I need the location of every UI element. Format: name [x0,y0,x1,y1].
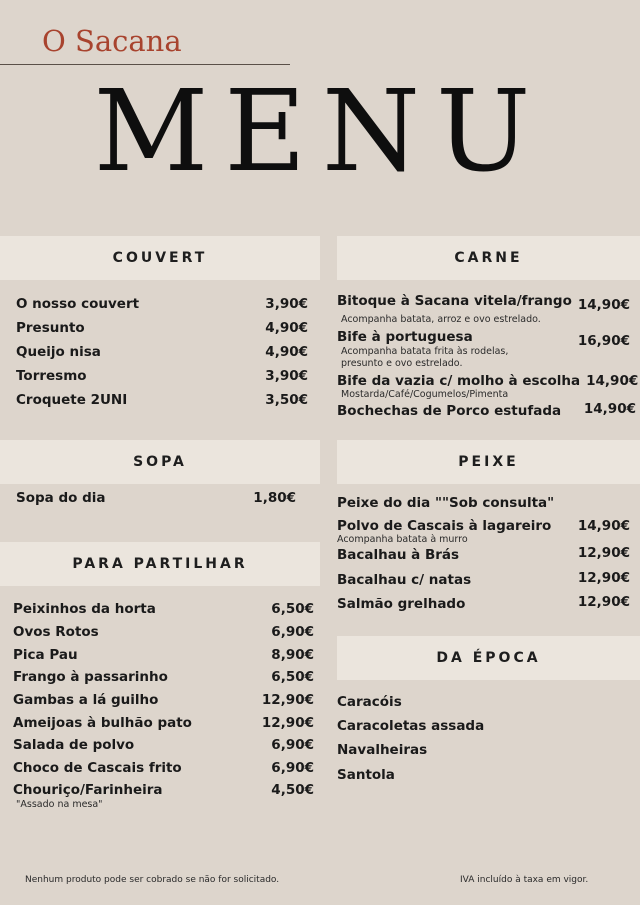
menu-item [13,647,314,663]
footer-vat-note: IVA incluído à taxa em vigor. [460,875,589,885]
section-header-couvert: COUVERT [0,236,320,280]
item-name: Santola [337,767,395,783]
item-name: Torresmo [16,368,87,384]
item-price: 16,90€ [577,333,630,349]
item-note: presunto e ovo estrelado. [341,358,463,369]
item-name: Peixe do dia ""Sob consulta" [337,495,555,511]
menu-item [16,344,308,360]
menu-item [337,373,639,389]
item-name: Presunto [16,320,85,336]
footer-disclaimer: Nenhum produto pode ser cobrado se não for solicitado. [25,875,280,885]
item-price: 12,90€ [577,594,630,610]
menu-item [337,767,630,783]
brand-divider [0,64,290,65]
item-name: Bochechas de Porco estufada [337,403,562,419]
item-price: 14,90€ [583,401,636,417]
item-price: 3,50€ [265,392,308,408]
menu-item [16,490,296,506]
section-header-peixe: PEIXE [337,440,640,484]
item-price: 14,90€ [577,297,630,313]
item-name: Salmão grelhado [337,596,466,612]
item-name: Bife da vazia c/ molho à escolha [337,373,581,389]
item-price: 14,90€ [577,518,630,534]
item-name: Navalheiras [337,742,428,758]
menu-item [337,596,630,612]
item-price: 3,90€ [265,296,308,312]
item-price: 14,90€ [586,373,639,389]
item-name: Bife à portuguesa [337,329,473,345]
menu-item [337,495,630,511]
section-header-sopa: SOPA [0,440,320,484]
menu-title: MENU [93,67,547,197]
item-name: Caracóis [337,694,402,710]
menu-item [337,547,630,563]
menu-item [16,392,308,408]
item-name: Polvo de Cascais à lagareiro [337,518,552,534]
menu-item [337,293,630,313]
menu-item [13,669,314,685]
item-price: 4,90€ [265,344,308,360]
item-name: Choco de Cascais frito [13,760,182,776]
brand-name: O Sacana [42,24,182,58]
item-name: Bacalhau c/ natas [337,572,472,588]
menu-item [13,782,314,798]
item-name: Pica Pau [13,647,78,663]
item-note: Mostarda/Café/Cogumelos/Pimenta [341,389,509,400]
section-header-epoca: DA ÉPOCA [337,636,640,680]
menu-item [337,694,630,710]
item-name: Bitoque à Sacana vitela/frango [337,293,572,309]
item-name: Bacalhau à Brás [337,547,460,563]
menu-item [16,368,308,384]
item-price: 12,90€ [577,545,630,561]
menu-item [337,401,636,419]
item-note: "Assado na mesa" [16,799,103,810]
menu-item [13,737,314,753]
section-header-partilhar: PARA PARTILHAR [0,542,320,586]
item-name: Sopa do dia [16,490,106,506]
menu-item [337,718,630,734]
menu-item [13,715,314,731]
menu-item [13,601,314,617]
menu-item [13,760,314,776]
menu-item [337,742,630,758]
menu-item [16,320,308,336]
item-price: 6,50€ [271,601,314,617]
menu-item [13,692,314,708]
item-note: Acompanha batata frita às rodelas, [341,346,509,357]
item-name: Caracoletas assada [337,718,485,734]
item-price: 1,80€ [253,490,296,506]
item-note: Acompanha batata à murro [337,534,468,545]
item-price: 6,90€ [271,760,314,776]
item-name: Chouriço/Farinheira [13,782,163,798]
item-price: 12,90€ [261,692,314,708]
menu-item [337,572,630,588]
item-name: Gambas a lá guilho [13,692,159,708]
menu-item [337,518,630,534]
item-name: Croquete 2UNI [16,392,128,408]
item-note: Acompanha batata, arroz e ovo estrelado. [341,314,541,325]
item-name: Ameijoas à bulhão pato [13,715,192,731]
item-price: 12,90€ [261,715,314,731]
item-price: 6,90€ [271,737,314,753]
item-name: Peixinhos da horta [13,601,156,617]
menu-item [16,296,308,312]
menu-item [13,624,314,640]
item-price: 3,90€ [265,368,308,384]
item-price: 4,90€ [265,320,308,336]
item-name: Salada de polvo [13,737,135,753]
menu-item [337,329,630,349]
item-price: 6,90€ [271,624,314,640]
item-price: 8,90€ [271,647,314,663]
item-name: Frango à passarinho [13,669,168,685]
item-price: 4,50€ [271,782,314,798]
item-price: 6,50€ [271,669,314,685]
item-name: O nosso couvert [16,296,140,312]
item-name: Ovos Rotos [13,624,99,640]
section-header-carne: CARNE [337,236,640,280]
item-name: Queijo nisa [16,344,101,360]
item-price: 12,90€ [577,570,630,586]
